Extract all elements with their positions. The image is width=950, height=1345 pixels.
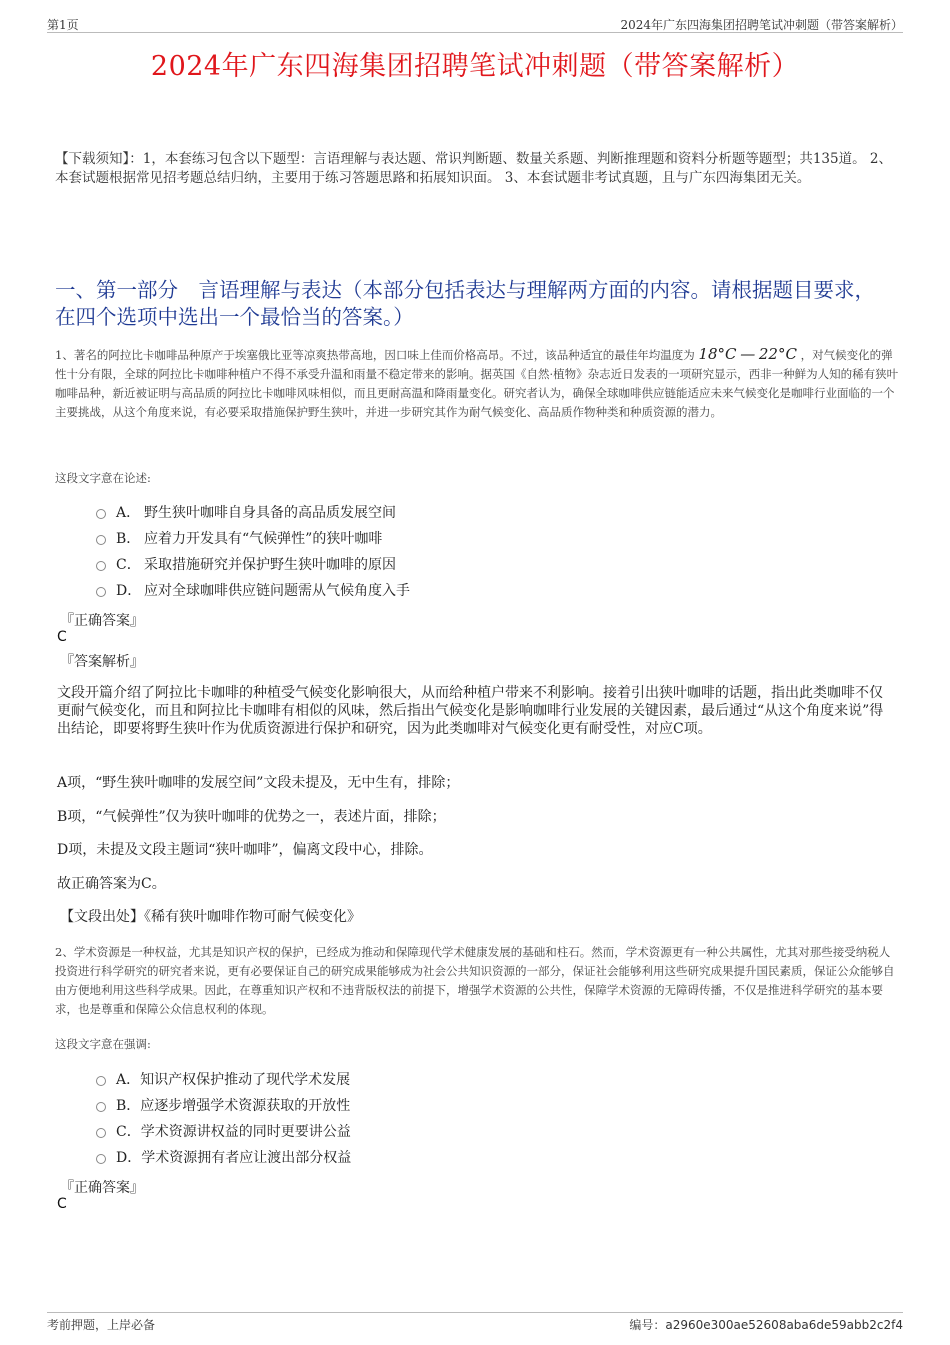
elimination-a: A项，“野生狭叶咖啡的发展空间”文段未提及，无中生有，排除； (57, 775, 460, 791)
question-1-intro: 1、著名的阿拉比卡咖啡品种原产于埃塞俄比亚等凉爽热带高地，因口味上佳而价格高昂。不过，该品种适宜的最佳年均温度为 (55, 348, 695, 362)
radio-icon[interactable] (96, 1154, 106, 1164)
question-2-option-d[interactable]: D．学术资源拥有者应让渡出部分权益 (96, 1145, 351, 1171)
page-number: 第1页 (47, 18, 79, 32)
question-1-analysis: 文段开篇介绍了阿拉比卡咖啡的种植受气候变化影响很大，从而给种植户带来不利影响。接着引出狭叶咖啡的话题，指出此类咖啡不仅更耐气候变化，而且和阿拉比卡咖啡有相似的风味，然后指出气候变化是影响咖啡行业发展的关键因素，最后通过“从这个角度来说”得出结论，即要将野生狭叶作为优质资源进行保护和研究，因为此类咖啡对气候变化更有耐受性，对应C项。 (57, 685, 884, 737)
question-1-option-b[interactable]: B． 应着力开发具有“气候弹性”的狭叶咖啡 (96, 526, 410, 552)
question-1-answer: C (57, 629, 67, 645)
question-1-text (55, 345, 900, 422)
question-2-answer-tag: 『正确答案』 (60, 1180, 144, 1196)
question-1-prompt: 这段文字意在论述: (55, 471, 151, 485)
question-2-prompt: 这段文字意在强调: (55, 1037, 151, 1051)
footer-slogan: 考前押题，上岸必备 (47, 1318, 156, 1332)
radio-icon[interactable] (96, 1128, 106, 1138)
elimination-b: B项，“气候弹性”仅为狭叶咖啡的优势之一，表述片面，排除； (57, 809, 446, 825)
radio-icon[interactable] (96, 509, 106, 519)
radio-icon[interactable] (96, 1076, 106, 1086)
question-1-option-a[interactable]: A． 野生狭叶咖啡自身具备的高品质发展空间 (96, 500, 410, 526)
conclusion: 故正确答案为C。 (57, 876, 166, 892)
question-1-answer-tag: 『正确答案』 (60, 613, 144, 629)
document-title: 2024年广东四海集团招聘笔试冲刺题（带答案解析） (150, 51, 800, 82)
question-2-option-c[interactable]: C．学术资源讲权益的同时更要讲公益 (96, 1119, 351, 1145)
header-doc-title: 2024年广东四海集团招聘笔试冲刺题（带答案解析） (620, 18, 903, 32)
question-2-answer: C (57, 1196, 67, 1212)
question-1-body: ，对气候变化的弹性十分有限，全球的阿拉比卡咖啡种植户不得不承受升温和雨量不稳定带来的影响。据英国《自然·植物》杂志近日发表的一项研究显示，西非一种鲜为人知的稀有狭叶咖啡品种，新近被证明与高品质的阿拉比卡咖啡风味相似，而且更耐高温和降雨量变化。研究者认为，确保全球咖啡供应链能适应未来气候变化是咖啡行业面临的一个主要挑战，从这个角度来说，有必要采取措施保护野生狭叶，并进一步研究其作为耐气候变化、高品质作物种类和种质资源的潜力。 (55, 348, 899, 419)
question-2-option-b[interactable]: B．应逐步增强学术资源获取的开放性 (96, 1093, 351, 1119)
question-1-analysis-tag: 『答案解析』 (60, 654, 144, 670)
footer-code: 编号：a2960e300ae52608aba6de59abb2c2f4 (629, 1318, 903, 1332)
radio-icon[interactable] (96, 587, 106, 597)
radio-icon[interactable] (96, 561, 106, 571)
question-2-option-a[interactable]: A．知识产权保护推动了现代学术发展 (96, 1067, 351, 1093)
radio-icon[interactable] (96, 1102, 106, 1112)
temp-high: 22°C (758, 345, 797, 363)
question-2-text: 2、学术资源是一种权益，尤其是知识产权的保护，已经成为推动和保障现代学术健康发展的基础和柱石。然而，学术资源更有一种公共属性，尤其对那些接受纳税人投资进行科学研究的研究者来说，更有必要保证自己的研究成果能够成为社会公共知识资源的一部分，保证社会能够利用这些研究成果提升国民素质，保证公众能够自由方便地利用这些科学成果。因此，在尊重知识产权和不违背版权法的前提下，增强学术资源的公共性，保障学术资源的无障碍传播，不仅是推进科学研究的基本要求，也是尊重和保障公众信息权利的体现。 (55, 945, 895, 1016)
source-citation: 【文段出处】《稀有狭叶咖啡作物可耐气候变化》 (60, 909, 361, 925)
temp-dash: — (740, 345, 756, 363)
download-notice: 【下载须知】：1，本套练习包含以下题型：言语理解与表达题、常识判断题、数量关系题、判断推理题和资料分析题等题型；共135道。 2、本套试题根据常见招考题总结归纳，主要用于练习答题思路和拓展知识面。 3、本套试题非考试真题，且与广东四海集团无关。 (55, 151, 892, 186)
question-1-option-d[interactable]: D． 应对全球咖啡供应链问题需从气候角度入手 (96, 578, 410, 604)
page-header (47, 14, 903, 33)
question-2-options (96, 1067, 351, 1171)
page-footer (47, 1312, 903, 1333)
question-1-option-c[interactable]: C． 采取措施研究并保护野生狭叶咖啡的原因 (96, 552, 410, 578)
section-heading: 一、第一部分 言语理解与表达（本部分包括表达与理解两方面的内容。请根据题目要求，在四个选项中选出一个最恰当的答案。） (55, 278, 875, 329)
question-1-options (96, 500, 410, 604)
radio-icon[interactable] (96, 535, 106, 545)
temp-low: 18°C (698, 345, 737, 363)
elimination-d: D项，未提及文段主题词“狭叶咖啡”，偏离文段中心，排除。 (57, 842, 433, 858)
